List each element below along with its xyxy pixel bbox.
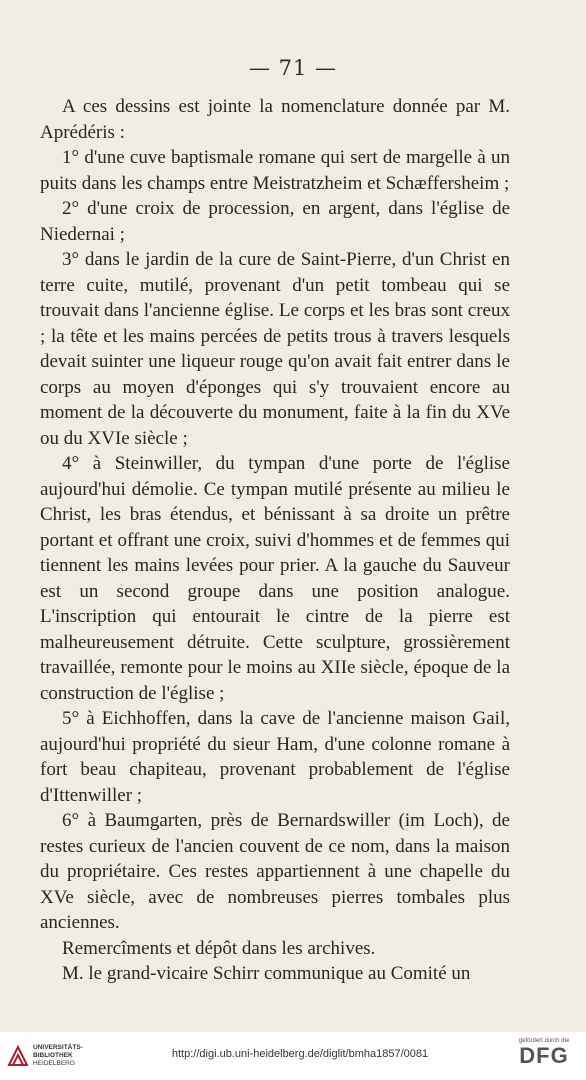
permalink-url[interactable]: http://digi.ub.uni-heidelberg.de/diglit/bmha1857/0081 — [171, 1048, 429, 1060]
paragraph-item-2: 2° d'une croix de procession, en argent, dans l'église de Niedernai ; — [40, 198, 510, 245]
library-name-line-3: HEIDELBERG — [33, 1060, 75, 1067]
library-name — [33, 1044, 83, 1068]
paragraph-item-5: 5° à Eichhoffen, dans la cave de l'ancienne maison Gail, aujourd'hui propriété du sieur Ham, d'une colonne romane à fort beau chapiteau, provenant probablement de l'église d'Ittenwiller ; — [40, 708, 510, 806]
paragraph-item-1: 1° d'une cuve baptismale romane qui sert de margelle à un puits dans les champs entre Meistratzheim et Schæffersheim ; — [40, 147, 510, 194]
paragraph-closing: M. le grand-vicaire Schirr communique au Comité un — [62, 963, 471, 984]
dfg-logo-icon: DFG — [519, 1043, 569, 1068]
university-library-logo-icon — [6, 1044, 30, 1068]
viewer-footer — [0, 1032, 586, 1080]
page-number: — 71 — — [248, 56, 338, 80]
paragraph-intro: A ces dessins est jointe la nomenclature donnée par M. Aprédéris : — [40, 96, 510, 143]
paragraph-item-3: 3° dans le jardin de la cure de Saint-Pierre, d'un Christ en terre cuite, mutilé, provenant d'un petit tombeau qui se trouvait dans l'ancienne église. Le corps et les bras sont creux ; la tête et les mains percées de petits trous à travers lesquels devait suinter une liqueur rouge qu'on avait fait entrer dans le corps au moyen d'éponges qui s'y trouvaient encore au moment de la découverte du monument, faite à la fin du XVe ou du XVIe siècle ; — [40, 249, 510, 449]
paragraph-item-4: 4° à Steinwiller, du tympan d'une porte de l'église aujourd'hui démolie. Ce tympan mutilé présente au milieu le Christ, les bras étendus, et bénissant à sa droite un prêtre portant et offrant une croix, suivi d'hommes et de femmes qui tiennent les mains levées pour prier. A la gauche du Sauveur est un second groupe dans une position analogue. L'inscription qui entourait le cintre de la pierre est malheureusement détruite. Cette sculpture, grossièrement travaillée, remonte pour le moins au XIIe siècle, époque de la construction de l'église ; — [40, 453, 510, 704]
funder-label: gefördert durch die — [518, 1038, 570, 1044]
library-name-line-2: BIBLIOTHEK — [33, 1052, 73, 1059]
library-name-line-1: UNIVERSITÄTS- — [33, 1044, 83, 1051]
paragraph-item-6: 6° à Baumgarten, près de Bernardswiller (im Loch), de restes curieux de l'ancien couvent de ce nom, dans la maison du propriétaire. Ces restes appartiennent à une chapelle du XVe siècle, avec de nombreuses pierres tombales plus anciennes. — [40, 810, 510, 933]
paragraph-thanks: Remercîments et dépôt dans les archives. — [62, 937, 376, 959]
funder-block — [508, 1038, 580, 1068]
page-text — [40, 94, 510, 987]
